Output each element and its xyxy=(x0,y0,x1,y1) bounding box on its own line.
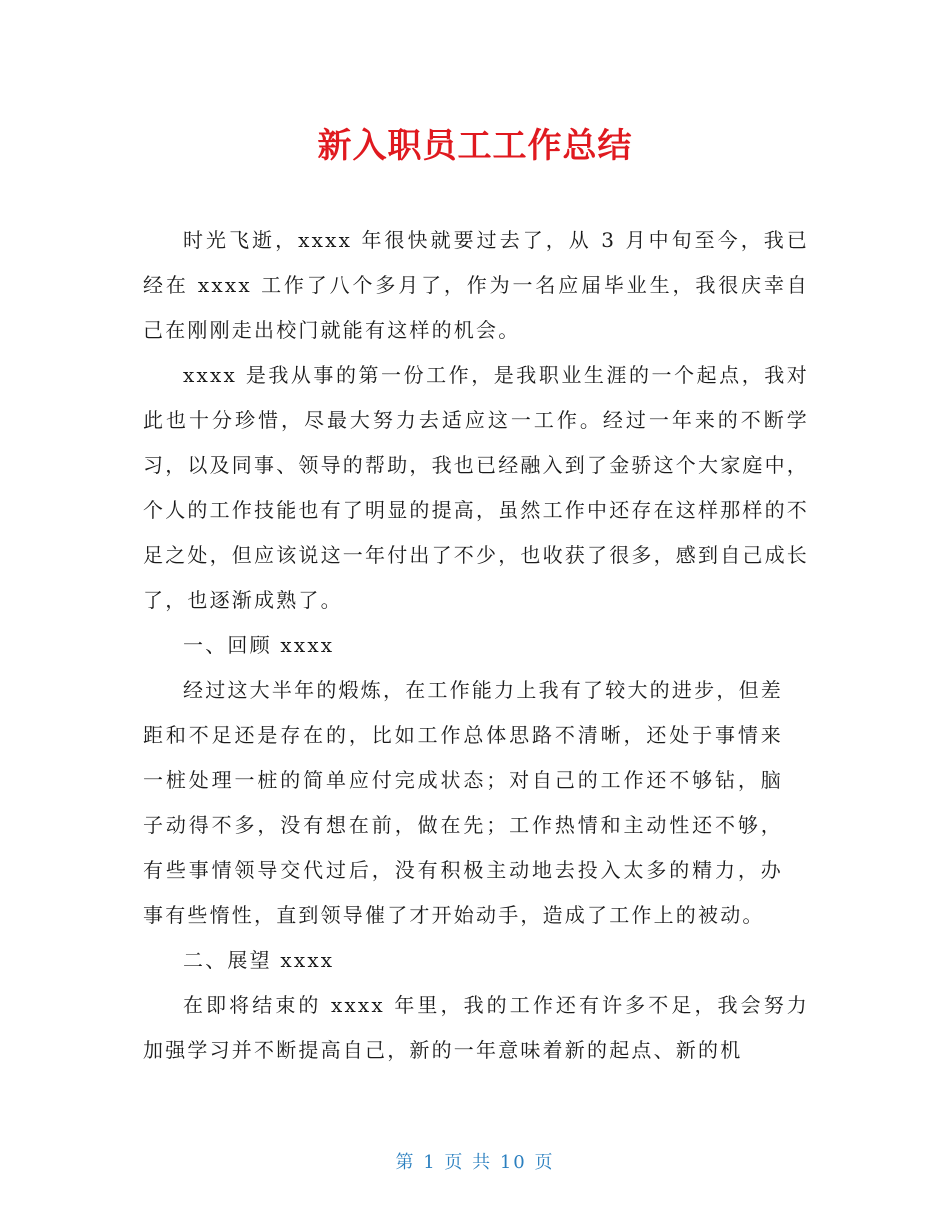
paragraph-outlook: 在即将结束的 xxxx 年里，我的工作还有许多不足，我会努力加强学习并不断提高自己，新的一年意味着新的起点、新的机 xyxy=(143,993,809,1062)
paragraph-intro: 时光飞逝，xxxx 年很快就要过去了，从 3 月中旬至今，我已经在 xxxx 工作了八个多月了，作为一名应届毕业生，我很庆幸自己在刚刚走出校门就能有这样的机会。 xyxy=(143,228,809,342)
section-heading-review: 一、回顾 xxxx xyxy=(183,633,335,657)
paragraph-review: 经过这大半年的煅炼，在工作能力上我有了较大的进步，但差距和不足还是存在的，比如工作总体思路不清晰，还处于事情来一桩处理一桩的简单应付完成状态；对自己的工作还不够钻，脑子动得不多，没有想在前，做在先；工作热情和主动性还不够，有些事情领导交代过后，没有积极主动地去投入太多的精力，办事有些惰性，直到领导催了才开始动手，造成了工作上的被动。 xyxy=(143,678,783,927)
paragraph-first-job: xxxx 是我从事的第一份工作，是我职业生涯的一个起点，我对此也十分珍惜，尽最大努力去适应这一工作。经过一年来的不断学习，以及同事、领导的帮助，我也已经融入到了金骄这个大家庭中，个人的工作技能也有了明显的提高，虽然工作中还存在这样那样的不足之处，但应该说这一年付出了不少，也收获了很多，感到自己成长了，也逐渐成熟了。 xyxy=(143,363,809,612)
page-number-footer: 第 1 页 共 10 页 xyxy=(395,1152,555,1173)
document-body xyxy=(143,218,809,1073)
document-title: 新入职员工工作总结 xyxy=(317,126,633,166)
section-heading-outlook: 二、展望 xxxx xyxy=(183,948,335,972)
